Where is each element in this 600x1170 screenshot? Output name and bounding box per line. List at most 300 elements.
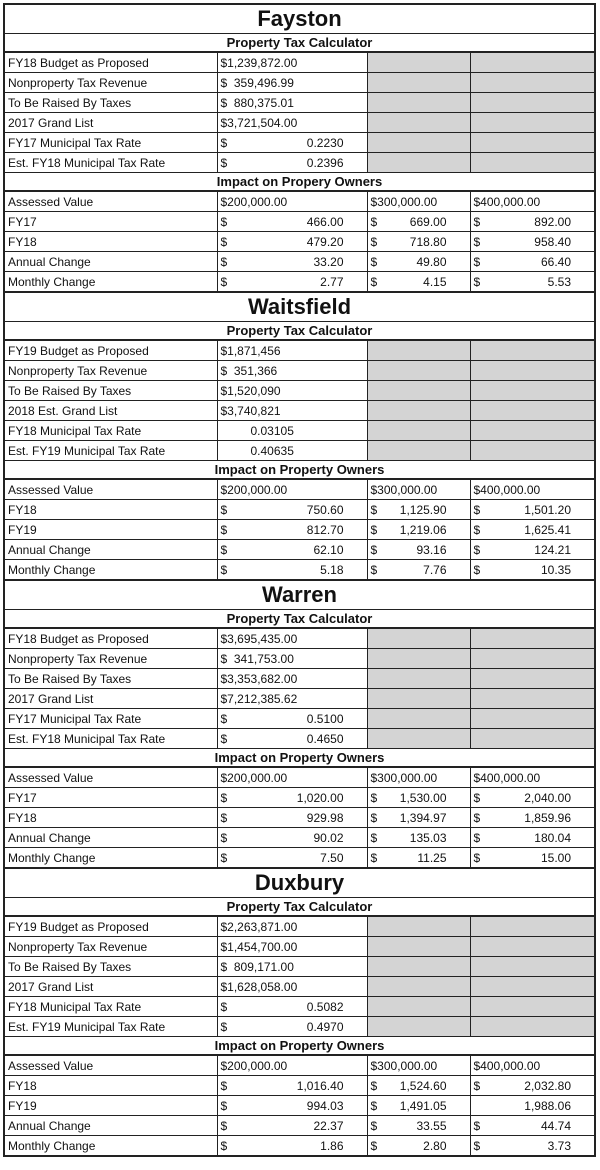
amount-value: 1.86 bbox=[320, 1138, 344, 1153]
amount-value: 718.80 bbox=[409, 234, 447, 249]
amount-value: 5.18 bbox=[320, 562, 344, 577]
amount-value: 5.53 bbox=[547, 274, 571, 289]
amount-value: 33.55 bbox=[416, 1118, 447, 1133]
amount-value: 1,524.60 bbox=[399, 1078, 447, 1093]
calculator-row bbox=[5, 649, 594, 669]
tax-amount bbox=[217, 1076, 367, 1096]
row-label: FY19 bbox=[5, 520, 217, 540]
impact-row bbox=[5, 500, 594, 520]
blank-cell bbox=[367, 689, 470, 709]
tax-amount bbox=[217, 1136, 367, 1156]
row-value: $2,263,871.00 bbox=[217, 917, 367, 937]
town-section bbox=[5, 579, 594, 867]
currency-symbol: $ bbox=[473, 274, 481, 289]
blank-cell bbox=[367, 341, 470, 361]
calculator-table bbox=[5, 628, 594, 749]
tax-amount bbox=[217, 828, 367, 848]
blank-cell bbox=[367, 361, 470, 381]
impact-row bbox=[5, 1116, 594, 1136]
blank-cell bbox=[470, 73, 594, 93]
tax-amount bbox=[470, 540, 594, 560]
currency-symbol: $ bbox=[370, 234, 378, 249]
calculator-title: Property Tax Calculator bbox=[5, 610, 594, 628]
currency-symbol: $ bbox=[220, 999, 228, 1014]
tax-amount bbox=[367, 1136, 470, 1156]
row-label: Assessed Value bbox=[5, 480, 217, 500]
calculator-row bbox=[5, 421, 594, 441]
calculator-title: Property Tax Calculator bbox=[5, 898, 594, 916]
blank-cell bbox=[470, 361, 594, 381]
row-label: Assessed Value bbox=[5, 768, 217, 788]
tax-amount bbox=[470, 232, 594, 252]
row-value: $ 351,366 bbox=[217, 361, 367, 381]
calculator-row bbox=[5, 709, 594, 729]
tax-amount bbox=[217, 560, 367, 580]
blank-cell bbox=[470, 669, 594, 689]
calculator-row bbox=[5, 917, 594, 937]
currency-symbol: $ bbox=[220, 711, 228, 726]
amount-value: 1,020.00 bbox=[296, 790, 344, 805]
currency-symbol: $ bbox=[473, 254, 481, 269]
calculator-row bbox=[5, 113, 594, 133]
blank-cell bbox=[367, 53, 470, 73]
amount-value: 15.00 bbox=[540, 850, 571, 865]
calculator-row bbox=[5, 381, 594, 401]
row-label: Est. FY19 Municipal Tax Rate bbox=[5, 441, 217, 461]
calculator-row bbox=[5, 937, 594, 957]
row-value: $1,454,700.00 bbox=[217, 937, 367, 957]
row-value: $1,628,058.00 bbox=[217, 977, 367, 997]
blank-cell bbox=[470, 1017, 594, 1037]
amount-value: 669.00 bbox=[409, 214, 447, 229]
amount-value: 1,394.97 bbox=[399, 810, 447, 825]
calculator-row bbox=[5, 93, 594, 113]
amount-value: 22.37 bbox=[313, 1118, 344, 1133]
impact-row bbox=[5, 848, 594, 868]
tax-amount bbox=[367, 252, 470, 272]
blank-cell bbox=[367, 93, 470, 113]
currency-symbol: $ bbox=[220, 1138, 228, 1153]
row-value bbox=[217, 153, 367, 173]
impact-table bbox=[5, 479, 594, 579]
row-label: Nonproperty Tax Revenue bbox=[5, 73, 217, 93]
rate-value: 0.4970 bbox=[306, 1019, 344, 1034]
blank-cell bbox=[470, 957, 594, 977]
row-value bbox=[217, 709, 367, 729]
amount-value: 3.73 bbox=[547, 1138, 571, 1153]
row-label: Nonproperty Tax Revenue bbox=[5, 649, 217, 669]
assessed-value-row bbox=[5, 192, 594, 212]
amount-value: 1,219.06 bbox=[399, 522, 447, 537]
calculator-row bbox=[5, 153, 594, 173]
row-label: Est. FY18 Municipal Tax Rate bbox=[5, 729, 217, 749]
row-label: FY18 Municipal Tax Rate bbox=[5, 421, 217, 441]
currency-symbol: $ bbox=[473, 1118, 481, 1133]
currency-symbol: $ bbox=[220, 522, 228, 537]
row-value: $7,212,385.62 bbox=[217, 689, 367, 709]
amount-value: 892.00 bbox=[534, 214, 571, 229]
row-label: FY18 bbox=[5, 808, 217, 828]
currency-symbol: $ bbox=[370, 850, 378, 865]
currency-symbol: $ bbox=[370, 502, 378, 517]
currency-symbol: $ bbox=[220, 135, 228, 150]
amount-value: 33.20 bbox=[313, 254, 344, 269]
amount-value: 466.00 bbox=[306, 214, 344, 229]
calculator-row bbox=[5, 401, 594, 421]
currency-symbol: $ bbox=[473, 810, 481, 825]
tax-amount bbox=[470, 808, 594, 828]
tax-amount bbox=[470, 500, 594, 520]
tax-amount bbox=[217, 212, 367, 232]
tax-amount bbox=[367, 808, 470, 828]
row-label: Monthly Change bbox=[5, 848, 217, 868]
tax-amount bbox=[367, 828, 470, 848]
amount-value: 812.70 bbox=[306, 522, 344, 537]
tax-amount bbox=[470, 520, 594, 540]
tax-amount bbox=[217, 500, 367, 520]
assessed-value: $200,000.00 bbox=[217, 768, 367, 788]
amount-value: 180.04 bbox=[534, 830, 571, 845]
blank-cell bbox=[470, 977, 594, 997]
town-title: Waitsfield bbox=[5, 293, 594, 322]
calculator-row bbox=[5, 629, 594, 649]
row-label: Monthly Change bbox=[5, 1136, 217, 1156]
assessed-value: $300,000.00 bbox=[367, 192, 470, 212]
rate-value: 0.5082 bbox=[306, 999, 344, 1014]
calculator-row bbox=[5, 441, 594, 461]
row-label: Annual Change bbox=[5, 1116, 217, 1136]
calculator-row bbox=[5, 1017, 594, 1037]
row-label: To Be Raised By Taxes bbox=[5, 93, 217, 113]
blank-cell bbox=[470, 729, 594, 749]
currency-symbol: $ bbox=[220, 502, 228, 517]
tax-amount bbox=[217, 520, 367, 540]
tax-amount bbox=[470, 848, 594, 868]
row-label: Est. FY18 Municipal Tax Rate bbox=[5, 153, 217, 173]
currency-symbol: $ bbox=[220, 562, 228, 577]
impact-row bbox=[5, 540, 594, 560]
row-value: $3,740,821 bbox=[217, 401, 367, 421]
calculator-row bbox=[5, 977, 594, 997]
row-value bbox=[217, 729, 367, 749]
row-label: FY19 bbox=[5, 1096, 217, 1116]
row-label: Monthly Change bbox=[5, 272, 217, 292]
tax-amount bbox=[470, 828, 594, 848]
amount-value: 44.74 bbox=[540, 1118, 571, 1133]
tax-calculator-sheet bbox=[3, 3, 596, 1157]
currency-symbol: $ bbox=[473, 1138, 481, 1153]
blank-cell bbox=[470, 421, 594, 441]
row-value: $3,695,435.00 bbox=[217, 629, 367, 649]
impact-row bbox=[5, 272, 594, 292]
tax-amount bbox=[217, 788, 367, 808]
row-value: $ 809,171.00 bbox=[217, 957, 367, 977]
impact-title: Impact on Property Owners bbox=[5, 461, 594, 479]
calculator-title: Property Tax Calculator bbox=[5, 34, 594, 52]
currency-symbol: $ bbox=[220, 1118, 228, 1133]
row-value: $ 880,375.01 bbox=[217, 93, 367, 113]
currency-symbol: $ bbox=[220, 850, 228, 865]
amount-value: 7.50 bbox=[320, 850, 344, 865]
row-value bbox=[217, 133, 367, 153]
tax-amount bbox=[367, 520, 470, 540]
row-label: 2018 Est. Grand List bbox=[5, 401, 217, 421]
row-label: Monthly Change bbox=[5, 560, 217, 580]
blank-cell bbox=[470, 649, 594, 669]
assessed-value-row bbox=[5, 768, 594, 788]
row-label: 2017 Grand List bbox=[5, 113, 217, 133]
amount-value: 1,491.05 bbox=[399, 1098, 447, 1113]
row-label: Nonproperty Tax Revenue bbox=[5, 361, 217, 381]
impact-row bbox=[5, 1096, 594, 1116]
amount-value: 994.03 bbox=[306, 1098, 344, 1113]
blank-cell bbox=[470, 133, 594, 153]
tax-amount bbox=[217, 540, 367, 560]
currency-symbol: $ bbox=[220, 234, 228, 249]
row-value: $3,353,682.00 bbox=[217, 669, 367, 689]
amount-value: 7.76 bbox=[423, 562, 447, 577]
currency-symbol: $ bbox=[473, 234, 481, 249]
tax-amount bbox=[367, 1116, 470, 1136]
amount-value: 66.40 bbox=[540, 254, 571, 269]
currency-symbol: $ bbox=[370, 1098, 378, 1113]
tax-amount bbox=[367, 788, 470, 808]
tax-amount bbox=[367, 212, 470, 232]
row-label: FY17 bbox=[5, 788, 217, 808]
row-value bbox=[217, 997, 367, 1017]
row-label: To Be Raised By Taxes bbox=[5, 957, 217, 977]
blank-cell bbox=[367, 629, 470, 649]
impact-table bbox=[5, 767, 594, 867]
town-title: Fayston bbox=[5, 5, 594, 34]
impact-row bbox=[5, 788, 594, 808]
currency-symbol: $ bbox=[220, 1078, 228, 1093]
row-label: Nonproperty Tax Revenue bbox=[5, 937, 217, 957]
row-label: FY17 Municipal Tax Rate bbox=[5, 133, 217, 153]
blank-cell bbox=[470, 53, 594, 73]
row-label: Annual Change bbox=[5, 540, 217, 560]
amount-value: 135.03 bbox=[409, 830, 447, 845]
tax-amount bbox=[367, 1076, 470, 1096]
row-label: Annual Change bbox=[5, 252, 217, 272]
tax-amount bbox=[470, 1096, 594, 1116]
assessed-value: $200,000.00 bbox=[217, 480, 367, 500]
currency-symbol: $ bbox=[220, 830, 228, 845]
currency-symbol: $ bbox=[220, 1019, 228, 1034]
blank-cell bbox=[367, 729, 470, 749]
amount-value: 750.60 bbox=[306, 502, 344, 517]
currency-symbol: $ bbox=[220, 274, 228, 289]
blank-cell bbox=[470, 629, 594, 649]
tax-amount bbox=[217, 1116, 367, 1136]
row-value: $1,239,872.00 bbox=[217, 53, 367, 73]
tax-amount bbox=[470, 1136, 594, 1156]
currency-symbol: $ bbox=[370, 522, 378, 537]
tax-amount bbox=[217, 1096, 367, 1116]
impact-row bbox=[5, 252, 594, 272]
currency-symbol: $ bbox=[370, 830, 378, 845]
calculator-row bbox=[5, 73, 594, 93]
row-value: $ 341,753.00 bbox=[217, 649, 367, 669]
row-value bbox=[217, 1017, 367, 1037]
currency-symbol: $ bbox=[370, 562, 378, 577]
tax-amount bbox=[217, 808, 367, 828]
amount-value: 1,530.00 bbox=[399, 790, 447, 805]
calculator-table bbox=[5, 916, 594, 1037]
row-label: FY17 Municipal Tax Rate bbox=[5, 709, 217, 729]
row-label: FY18 Budget as Proposed bbox=[5, 53, 217, 73]
blank-cell bbox=[470, 153, 594, 173]
blank-cell bbox=[470, 689, 594, 709]
currency-symbol: $ bbox=[473, 830, 481, 845]
blank-cell bbox=[470, 709, 594, 729]
currency-symbol: $ bbox=[220, 810, 228, 825]
tax-amount bbox=[367, 540, 470, 560]
blank-cell bbox=[470, 997, 594, 1017]
calculator-row bbox=[5, 729, 594, 749]
tax-amount bbox=[367, 560, 470, 580]
blank-cell bbox=[367, 997, 470, 1017]
town-section bbox=[5, 867, 594, 1155]
impact-row bbox=[5, 212, 594, 232]
tax-amount bbox=[470, 1116, 594, 1136]
currency-symbol: $ bbox=[370, 1078, 378, 1093]
currency-symbol: $ bbox=[473, 1078, 481, 1093]
row-label: FY18 bbox=[5, 500, 217, 520]
amount-value: 958.40 bbox=[534, 234, 571, 249]
rate-value: 0.5100 bbox=[306, 711, 344, 726]
currency-symbol: $ bbox=[220, 254, 228, 269]
amount-value: 11.25 bbox=[417, 850, 447, 865]
calculator-table bbox=[5, 340, 594, 461]
amount-value: 62.10 bbox=[313, 542, 344, 557]
row-label: FY18 bbox=[5, 1076, 217, 1096]
amount-value: 479.20 bbox=[306, 234, 344, 249]
calculator-table bbox=[5, 52, 594, 173]
impact-row bbox=[5, 1136, 594, 1156]
impact-title: Impact on Propery Owners bbox=[5, 173, 594, 191]
assessed-value: $300,000.00 bbox=[367, 768, 470, 788]
currency-symbol: $ bbox=[220, 214, 228, 229]
rate-value: 0.4650 bbox=[306, 731, 344, 746]
blank-cell bbox=[367, 977, 470, 997]
currency-symbol: $ bbox=[220, 542, 228, 557]
row-value: $ 359,496.99 bbox=[217, 73, 367, 93]
tax-amount bbox=[217, 232, 367, 252]
row-label: FY19 Budget as Proposed bbox=[5, 917, 217, 937]
blank-cell bbox=[470, 441, 594, 461]
row-label: Est. FY19 Municipal Tax Rate bbox=[5, 1017, 217, 1037]
tax-amount bbox=[367, 848, 470, 868]
blank-cell bbox=[367, 153, 470, 173]
row-label: To Be Raised By Taxes bbox=[5, 381, 217, 401]
impact-row bbox=[5, 828, 594, 848]
assessed-value-row bbox=[5, 1056, 594, 1076]
amount-value: 1,859.96 bbox=[524, 810, 571, 825]
tax-amount bbox=[470, 560, 594, 580]
assessed-value: $400,000.00 bbox=[470, 480, 594, 500]
blank-cell bbox=[367, 1017, 470, 1037]
row-value: $3,721,504.00 bbox=[217, 113, 367, 133]
tax-amount bbox=[470, 788, 594, 808]
tax-amount bbox=[367, 232, 470, 252]
rate-value: 0.2230 bbox=[306, 135, 344, 150]
blank-cell bbox=[367, 957, 470, 977]
impact-title: Impact on Property Owners bbox=[5, 1037, 594, 1055]
row-value bbox=[217, 441, 367, 461]
blank-cell bbox=[367, 421, 470, 441]
row-value: $1,520,090 bbox=[217, 381, 367, 401]
row-label: Annual Change bbox=[5, 828, 217, 848]
currency-symbol: $ bbox=[473, 850, 481, 865]
tax-amount bbox=[470, 252, 594, 272]
amount-value: 93.16 bbox=[416, 542, 447, 557]
amount-value: 1,501.20 bbox=[524, 502, 571, 517]
currency-symbol: $ bbox=[370, 274, 378, 289]
calculator-row bbox=[5, 53, 594, 73]
blank-cell bbox=[470, 381, 594, 401]
row-label: FY18 Municipal Tax Rate bbox=[5, 997, 217, 1017]
assessed-value: $200,000.00 bbox=[217, 1056, 367, 1076]
tax-amount bbox=[470, 1076, 594, 1096]
blank-cell bbox=[470, 917, 594, 937]
currency-symbol: $ bbox=[370, 1118, 378, 1133]
tax-amount bbox=[217, 272, 367, 292]
currency-symbol: $ bbox=[220, 155, 228, 170]
town-title: Duxbury bbox=[5, 869, 594, 898]
assessed-value: $400,000.00 bbox=[470, 1056, 594, 1076]
row-label: FY18 bbox=[5, 232, 217, 252]
town-title: Warren bbox=[5, 581, 594, 610]
town-section bbox=[5, 5, 594, 291]
row-label: 2017 Grand List bbox=[5, 977, 217, 997]
currency-symbol: $ bbox=[473, 542, 481, 557]
currency-symbol: $ bbox=[473, 502, 481, 517]
impact-row bbox=[5, 808, 594, 828]
blank-cell bbox=[367, 113, 470, 133]
row-label: FY19 Budget as Proposed bbox=[5, 341, 217, 361]
currency-symbol: $ bbox=[473, 522, 481, 537]
amount-value: 2.80 bbox=[423, 1138, 447, 1153]
blank-cell bbox=[367, 381, 470, 401]
blank-cell bbox=[367, 73, 470, 93]
row-label: To Be Raised By Taxes bbox=[5, 669, 217, 689]
calculator-row bbox=[5, 361, 594, 381]
blank-cell bbox=[367, 133, 470, 153]
currency-symbol: $ bbox=[370, 1138, 378, 1153]
currency-symbol: $ bbox=[370, 254, 378, 269]
impact-title: Impact on Property Owners bbox=[5, 749, 594, 767]
town-section bbox=[5, 291, 594, 579]
currency-symbol: $ bbox=[370, 790, 378, 805]
amount-value: 929.98 bbox=[306, 810, 344, 825]
impact-row bbox=[5, 560, 594, 580]
tax-amount bbox=[470, 212, 594, 232]
tax-amount bbox=[367, 1096, 470, 1116]
tax-amount bbox=[367, 272, 470, 292]
tax-amount bbox=[367, 500, 470, 520]
row-label: FY18 Budget as Proposed bbox=[5, 629, 217, 649]
assessed-value: $400,000.00 bbox=[470, 768, 594, 788]
amount-value: 1,016.40 bbox=[296, 1078, 344, 1093]
currency-symbol: $ bbox=[473, 562, 481, 577]
calculator-row bbox=[5, 133, 594, 153]
row-value bbox=[217, 421, 367, 441]
rate-value: 0.2396 bbox=[306, 155, 344, 170]
tax-amount bbox=[217, 848, 367, 868]
amount-value: 4.15 bbox=[423, 274, 447, 289]
assessed-value-row bbox=[5, 480, 594, 500]
